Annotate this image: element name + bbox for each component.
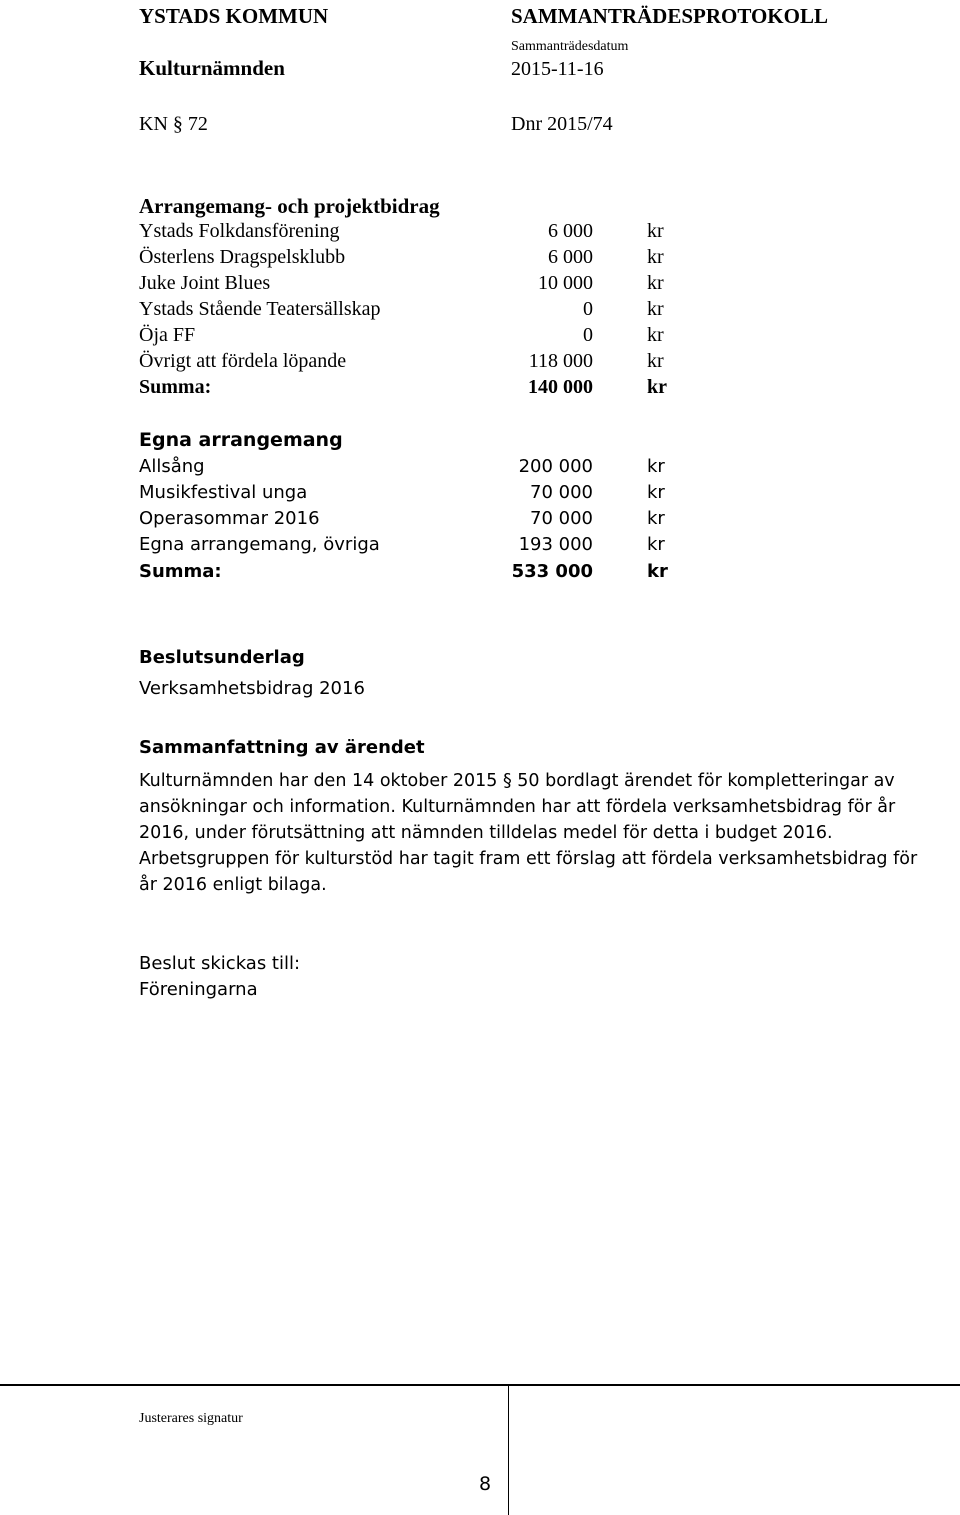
table-row (139, 350, 679, 376)
committee-name: Kulturnämnden (139, 56, 285, 80)
row-label: Juke Joint Blues (139, 272, 271, 294)
own-total-row (139, 561, 679, 587)
summary-title: Sammanfattning av ärendet (139, 737, 425, 758)
meeting-date: 2015-11-16 (511, 58, 604, 80)
summary-line: ansökningar och information. Kulturnämnden har att fördela verksamhetsbidrag för år (139, 797, 896, 817)
footer-vertical-divider (508, 1386, 509, 1515)
table-row (139, 482, 679, 508)
own-section-title: Egna arrangemang (139, 429, 343, 451)
summary-paragraph (139, 768, 944, 898)
row-label: Ystads Folkdansförening (139, 220, 340, 242)
row-label: Operasommar 2016 (139, 508, 320, 529)
summary-line: Arbetsgruppen för kulturstöd har tagit fram ett förslag att fördela verksamhetsbidrag för (139, 849, 918, 869)
decision-recipient: Föreningarna (139, 979, 258, 1000)
row-label: Allsång (139, 456, 205, 477)
row-label: Egna arrangemang, övriga (139, 534, 380, 555)
row-amount: 70 000 (530, 482, 593, 503)
row-unit: kr (647, 324, 664, 346)
row-unit: kr (647, 298, 664, 320)
row-label: Österlens Dragspelsklubb (139, 246, 346, 268)
total-unit: kr (647, 376, 667, 398)
projects-total-row (139, 376, 679, 402)
total-label: Summa: (139, 561, 222, 582)
case-number: KN § 72 (139, 113, 208, 135)
row-unit: kr (647, 246, 664, 268)
table-row (139, 508, 679, 534)
summary-line: år 2016 enligt bilaga. (139, 875, 327, 895)
signature-label: Justerares signatur (139, 1411, 243, 1426)
row-label: Öja FF (139, 324, 196, 346)
row-amount: 6 000 (548, 220, 593, 242)
summary-line: 2016, under förutsättning att nämnden tilldelas medel för detta i budget 2016. (139, 823, 833, 843)
row-unit: kr (647, 272, 664, 294)
table-row (139, 220, 679, 246)
total-unit: kr (647, 561, 668, 582)
row-label: Musikfestival unga (139, 482, 308, 503)
footer-divider (0, 1384, 960, 1386)
table-row (139, 324, 679, 350)
total-amount: 533 000 (511, 561, 593, 582)
decision-label: Beslut skickas till: (139, 953, 301, 974)
table-row (139, 456, 679, 482)
row-amount: 200 000 (518, 456, 593, 477)
row-unit: kr (647, 534, 665, 555)
table-row (139, 272, 679, 298)
row-unit: kr (647, 482, 665, 503)
row-label: Övrigt att fördela löpande (139, 350, 347, 372)
total-label: Summa: (139, 376, 212, 398)
row-amount: 6 000 (548, 246, 593, 268)
row-amount: 193 000 (518, 534, 593, 555)
row-amount: 70 000 (530, 508, 593, 529)
meeting-date-label: Sammanträdesdatum (511, 39, 629, 54)
total-amount: 140 000 (528, 376, 593, 398)
row-unit: kr (647, 350, 664, 372)
row-unit: kr (647, 220, 664, 242)
row-amount: 0 (583, 298, 593, 320)
projects-section-title: Arrangemang- och projektbidrag (139, 194, 440, 218)
registry-number: Dnr 2015/74 (511, 113, 613, 135)
page-number: 8 (479, 1473, 492, 1495)
row-amount: 10 000 (538, 272, 593, 294)
row-label: Ystads Stående Teatersällskap (139, 298, 381, 320)
row-amount: 118 000 (528, 350, 593, 372)
row-amount: 0 (583, 324, 593, 346)
row-unit: kr (647, 508, 665, 529)
document-type: SAMMANTRÄDESPROTOKOLL (511, 4, 828, 28)
basis-text: Verksamhetsbidrag 2016 (139, 678, 365, 699)
table-row (139, 246, 679, 272)
summary-line: Kulturnämnden har den 14 oktober 2015 § 50 bordlagt ärendet för kompletteringar av (139, 771, 895, 791)
municipality-name: YSTADS KOMMUN (139, 4, 329, 28)
basis-title: Beslutsunderlag (139, 647, 305, 668)
row-unit: kr (647, 456, 665, 477)
table-row (139, 534, 679, 560)
table-row (139, 298, 679, 324)
